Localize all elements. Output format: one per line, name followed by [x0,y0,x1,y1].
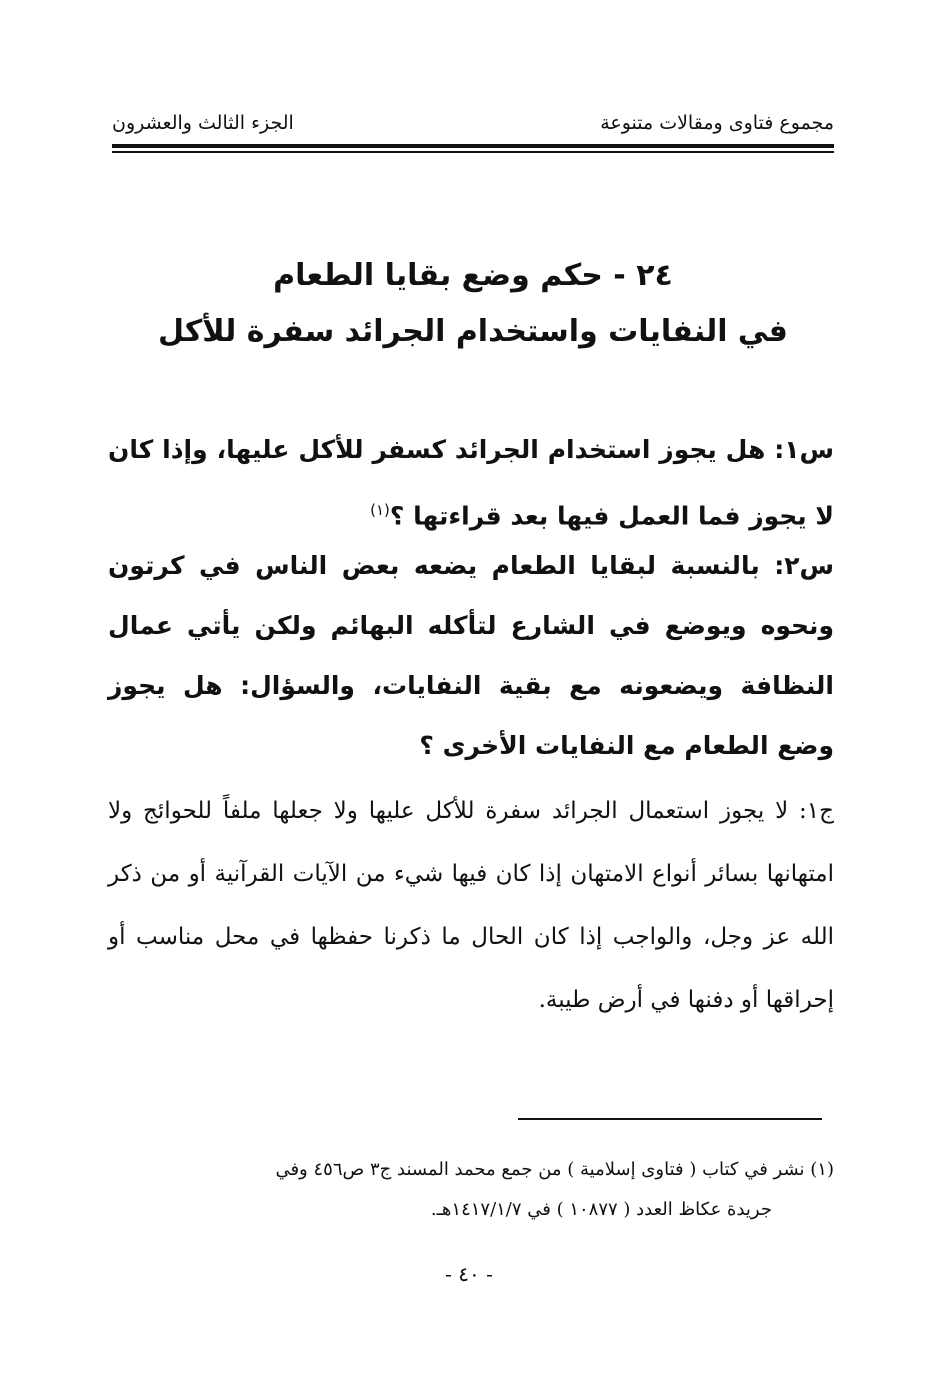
title-line-2: في النفايات واستخدام الجرائد سفرة للأكل [158,314,788,349]
answer-1-text: ج١: لا يجوز استعمال الجرائد سفرة للأكل عليها ولا جعلها ملفاً للحوائج ولا امتهانها بسائر أنواع الامتهان إذا كان فيها شيء من الآيات القرآنية أو من ذكر الله عز وجل، والواجب إذا كان الحال ما ذكرنا حفظها في محل مناسب أو إحراقها أو دفنها في أرض طيبة. [108,798,834,1013]
footnote-line-2: جريدة عكاظ العدد ( ١٠٨٧٧ ) في ١٤١٧/١/٧هـ. [430,1199,772,1220]
title-line-1: ٢٤ - حكم وضع بقايا الطعام [273,258,673,293]
volume-label: الجزء الثالث والعشرون [112,112,294,134]
answer-1 [108,780,834,1032]
footnote-line-1: (١) نشر في كتاب ( فتاوى إسلامية ) من جمع محمد المسند ج٣ ص٤٥٦ وفي [275,1159,834,1180]
book-title: مجموع فتاوى ومقالات متنوعة [600,112,834,134]
question-1-text: س١: هل يجوز استخدام الجرائد كسفر للأكل عليها، وإذا كان لا يجوز فما العمل فيها بعد قراءتها ؟ [108,435,834,531]
article-title [112,248,834,360]
footnote-separator [518,1118,822,1120]
footnote-reference: (١) [370,501,390,519]
footnote [108,1150,834,1230]
header-rule-thin [112,151,834,153]
running-header [112,112,834,142]
question-2-text: س٢: بالنسبة لبقايا الطعام يضعه بعض الناس في كرتون ونحوه ويوضع في الشارع لتأكله البهائم ولكن يأتي عمال النظافة ويضعونه مع بقية النفايات، والسؤال: هل يجوز وضع الطعام مع النفايات الأخرى ؟ [108,551,834,760]
question-1 [108,420,834,546]
header-rule-thick [112,144,834,148]
question-2 [108,536,834,776]
page-number: - ٤٠ - [445,1262,493,1286]
